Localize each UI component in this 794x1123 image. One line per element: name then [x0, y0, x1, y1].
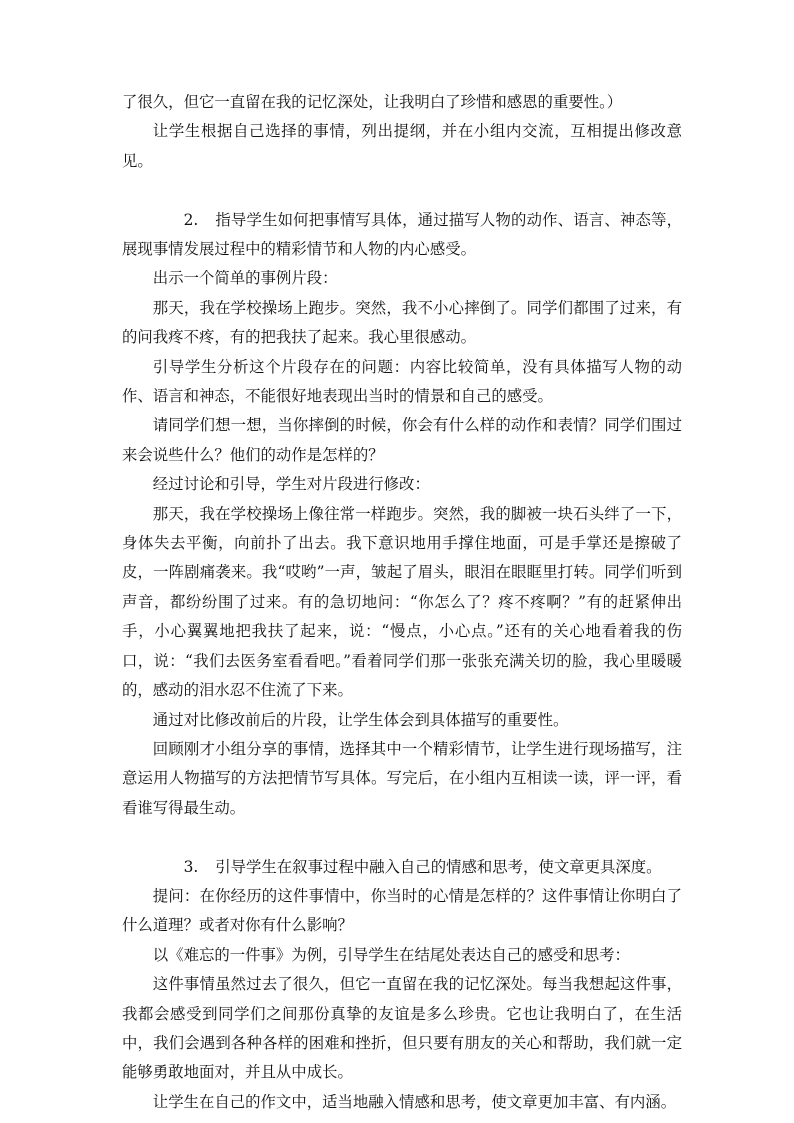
blank-line — [122, 176, 682, 205]
paragraph: 请同学们想一想，当你摔倒的时候，你会有什么样的动作和表情？同学们围过来会说些什么？他们的动作是怎样的？ — [122, 416, 682, 464]
section-heading-2 — [122, 206, 682, 265]
blank-line — [122, 823, 682, 852]
paragraph: 让学生在自己的作文中，适当地融入情感和思考，使文章更加丰富、有内涵。 — [152, 1092, 677, 1111]
section-number: 3. — [183, 857, 199, 876]
section-number: 2. — [183, 210, 199, 229]
section-heading-text: 引导学生在叙事过程中融入自己的情感和思考，使文章更具深度。 — [215, 857, 662, 876]
paragraph: 了很久，但它一直留在我的记忆深处，让我明白了珍惜和感恩的重要性。） — [122, 93, 623, 111]
paragraph: 那天，我在学校操场上跑步。突然，我不小心摔倒了。同学们都围了过来，有的问我疼不疼，有的把我扶了起来。我心里很感动。 — [122, 298, 682, 347]
section-heading-3 — [122, 853, 682, 882]
document-body — [122, 88, 682, 1117]
paragraph: 引导学生分析这个片段存在的问题：内容比较简单，没有具体描写人物的动作、语言和神态，不能很好地表现出当时的情景和自己的感受。 — [122, 357, 682, 406]
paragraph: 出示一个简单的事例片段： — [152, 269, 338, 288]
paragraph: 这件事情虽然过去了很久，但它一直留在我的记忆深处。每当我想起这件事，我都会感受到同学们之间那份真挚的友谊是多么珍贵。它也让我明白了，在生活中，我们会遇到各种各样的困难和挫折，但只要有朋友的关心和帮助，我们就一定能够勇敢地面对，并且从中成长。 — [122, 975, 682, 1082]
paragraph: 通过对比修改前后的片段，让学生体会到具体描写的重要性。 — [152, 710, 569, 729]
paragraph: 让学生根据自己选择的事情，列出提纲，并在小组内交流，互相提出修改意见。 — [122, 122, 682, 170]
paragraph: 那天，我在学校操场上像往常一样跑步。突然，我的脚被一块石头绊了一下，身体失去平衡，向前扑了出去。我下意识地用手撑住地面，可是手掌还是擦破了皮，一阵剧痛袭来。我“哎哟”一声，皱起了眉头，眼泪在眼眶里打转。同学们听到声音，都纷纷围了过来。有的急切地问：“你怎么了？疼不疼啊？”有的赶紧伸出手，小心翼翼地把我扶了起来，说：“慢点，小心点。”还有的关心地看着我的伤口，说：“我们去医务室看看吧。”看着同学们那一张张充满关切的脸，我心里暖暖的，感动的泪水忍不住流了下来。 — [122, 504, 682, 700]
section-heading-text: 指导学生如何把事情写具体，通过描写人物的动作、语言、神态等，展现事情发展过程中的精彩情节和人物的内心感受。 — [122, 210, 682, 259]
paragraph: 经过讨论和引导，学生对片段进行修改： — [152, 475, 430, 494]
paragraph: 提问：在你经历的这件事情中，你当时的心情是怎样的？这件事情让你明白了什么道理？或者对你有什么影响？ — [122, 886, 682, 935]
paragraph: 回顾刚才小组分享的事情，选择其中一个精彩情节，让学生进行现场描写，注意运用人物描写的方法把情节写具体。写完后，在小组内互相读一读，评一评，看看谁写得最生动。 — [122, 739, 682, 817]
paragraph: 以《难忘的一件事》为例，引导学生在结尾处表达自己的感受和思考： — [152, 945, 630, 964]
